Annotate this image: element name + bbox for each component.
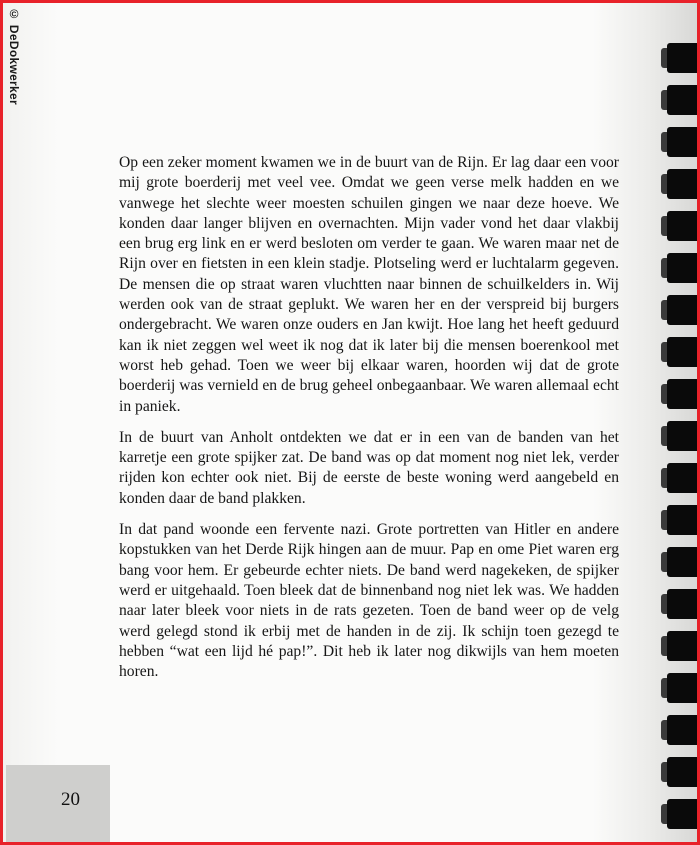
body-text (119, 153, 619, 693)
binding-ring (667, 421, 697, 451)
binding-ring (667, 463, 697, 493)
binding-ring (667, 337, 697, 367)
binding-ring (667, 631, 697, 661)
binding-ring (667, 169, 697, 199)
binding-ring (667, 505, 697, 535)
binding-ring (667, 253, 697, 283)
binding-ring (667, 295, 697, 325)
paragraph: In de buurt van Anholt ontdekten we dat er in een van de banden van het karretje een grote spijker zat. De band was op dat moment nog niet lek, verder rijden kon echter ook niet. Bij de eerste de beste woning werd aangebeld en konden daar de band plakken. (119, 428, 619, 507)
page-number-tab (6, 765, 110, 845)
copyright-watermark: © DeDokwerker (7, 7, 21, 105)
binding-ring (667, 85, 697, 115)
binding-ring (667, 211, 697, 241)
binding-ring (667, 589, 697, 619)
paragraph: Op een zeker moment kwamen we in de buurt van de Rijn. Er lag daar een voor mij grote boerderij met veel vee. Omdat we geen verse melk hadden en we vanwege het slechte weer moesten schuilen gingen we naar deze hoeve. We konden daar langer blijven en overnachten. Mijn vader vond het daar vlakbij een brug erg link en er werd besloten om verder te gaan. We waren maar net de Rijn over en fietsten in een klein stadje. Plotseling werd er luchtalarm gegeven. De mensen die op straat waren vluchtten naar binnen de schuilkelders in. Wij werden ook van de straat geplukt. We waren her en der verspreid bij burgers ondergebracht. We waren onze ouders en Jan kwijt. Hoe lang het heeft geduurd kan ik niet zeggen wel weet ik nog dat ik later bij die mensen boerenkool met worst heb gehad. Toen we weer bij elkaar waren, hoorden wij dat de grote boerderij was vernield en de brug geheel onbegaanbaar. We waren allemaal echt in paniek. (119, 154, 619, 415)
binding-ring (667, 43, 697, 73)
spiral-binding (663, 3, 697, 842)
binding-ring (667, 673, 697, 703)
binding-ring (667, 799, 697, 829)
binding-ring (667, 757, 697, 787)
binding-ring (667, 379, 697, 409)
binding-ring (667, 715, 697, 745)
binding-ring (667, 547, 697, 577)
binding-ring (667, 127, 697, 157)
paragraph: In dat pand woonde een fervente nazi. Grote portretten van Hitler en andere kopstukken van het Derde Rijk hingen aan de muur. Pap en ome Piet waren erg bang voor hem. Er gebeurde echter niets. De band werd nagekeken, de spijker werd er uitgehaald. Toen bleek dat de binnenband nog niet lek was. We hadden naar later bleek voor niets in de rats gezeten. Toen de band weer op de velg werd gelegd stond ik erbij met de handen in de zij. Ik schijn toen gezegd te hebben “wat een lijd hé pap!”. Dit heb ik later nog dikwijls van hem moeten horen. (119, 521, 619, 681)
page-number: 20 (61, 789, 80, 810)
